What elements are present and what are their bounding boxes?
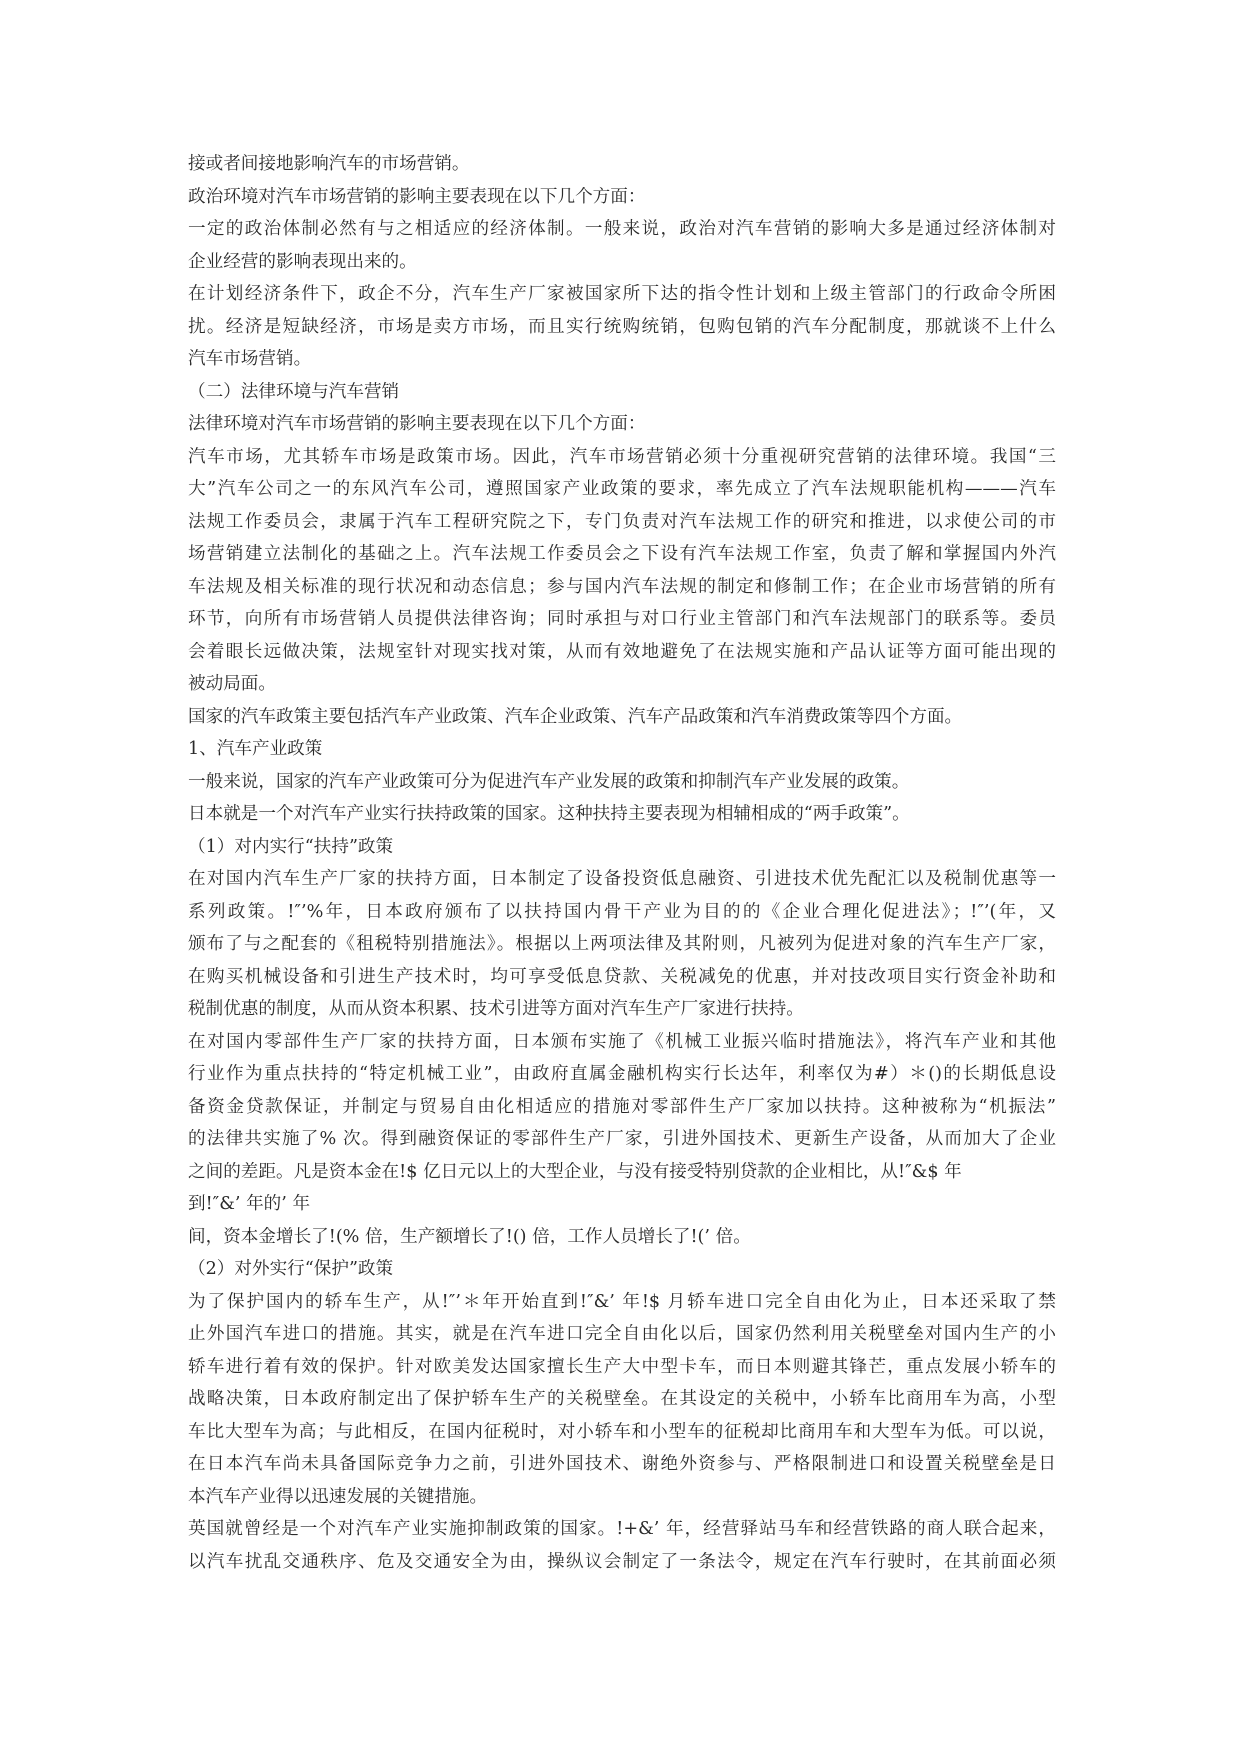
text-line: 在购买机械设备和引进生产技术时，均可享受低息贷款、关税减免的优惠，并对技改项目实行资金补助和 — [188, 966, 1056, 987]
text-line: 日本就是一个对汽车产业实行扶持政策的国家。这种扶持主要表现为相辅相成的“两手政策”。 — [188, 804, 910, 824]
text-line: 会着眼长远做决策，法规室针对现实找对策，从而有效地避免了在法规实施和产品认证等方面可能出现的 — [188, 641, 1056, 662]
text-line: 以汽车扰乱交通秩序、危及交通安全为由，操纵议会制定了一条法令，规定在汽车行驶时，在其前面必须 — [188, 1551, 1056, 1572]
text-line: 本汽车产业得以迅速发展的关键措施。 — [188, 1486, 488, 1507]
text-line: （1）对内实行“扶持”政策 — [188, 836, 394, 857]
text-line: 在计划经济条件下，政企不分，汽车生产厂家被国家所下达的指令性计划和上级主管部门的行政命令所困 — [188, 284, 1056, 304]
text-line: 企业经营的影响表现出来的。 — [188, 251, 417, 272]
text-line: 在对国内零部件生产厂家的扶持方面，日本颁布实施了《机械工业振兴临时措施法》，将汽车产业和其他 — [188, 1031, 1056, 1052]
text-line: 车比大型车为高；与此相反，在国内征税时，对小轿车和小型车的征税却比商用车和大型车为低。可以说， — [188, 1421, 1056, 1442]
text-line: 到!″&’ 年的’ 年 — [188, 1194, 311, 1214]
text-line: 扰。经济是短缺经济，市场是卖方市场，而且实行统购统销，包购包销的汽车分配制度，那就谈不上什么 — [188, 316, 1056, 337]
text-line: 被动局面。 — [188, 674, 276, 694]
text-line: 法律环境对汽车市场营销的影响主要表现在以下几个方面： — [188, 414, 646, 434]
text-line: 备资金贷款保证，并制定与贸易自由化相适应的措施对零部件生产厂家加以扶持。这种被称为“机振法” — [188, 1096, 1056, 1117]
text-line: 英国就曾经是一个对汽车产业实施抑制政策的国家。!+&’ 年，经营驿站马车和经营铁路的商人联合起来， — [188, 1519, 1056, 1539]
text-line: 接或者间接地影响汽车的市场营销。 — [188, 154, 470, 174]
text-line: 车法规及相关标准的现行状况和动态信息；参与国内汽车法规的制定和修制工作；在企业市场营销的所有 — [188, 576, 1056, 597]
text-line: 止外国汽车进口的措施。其实，就是在汽车进口完全自由化以后，国家仍然利用关税壁垒对国内生产的小 — [188, 1324, 1056, 1344]
text-line: 汽车市场营销。 — [188, 349, 312, 369]
text-line: 国家的汽车政策主要包括汽车产业政策、汽车企业政策、汽车产品政策和汽车消费政策等四个方面。 — [188, 706, 963, 727]
text-line: 战略决策，日本政府制定出了保护轿车生产的关税壁垒。在其设定的关税中，小轿车比商用车为高，小型 — [188, 1389, 1056, 1409]
text-line: 大”汽车公司之一的东风汽车公司，遵照国家产业政策的要求，率先成立了汽车法规职能机构———汽车 — [188, 479, 1056, 499]
text-line: 政治环境对汽车市场营销的影响主要表现在以下几个方面： — [188, 186, 646, 207]
text-line: （二）法律环境与汽车营销 — [188, 381, 400, 402]
text-line: 环节，向所有市场营销人员提供法律咨询；同时承担与对口行业主管部门和汽车法规部门的联系等。委员 — [188, 609, 1056, 629]
text-line: 法规工作委员会，隶属于汽车工程研究院之下，专门负责对汽车法规工作的研究和推进，以求使公司的市 — [188, 511, 1056, 532]
text-line: 颁布了与之配套的《租税特别措施法》。根据以上两项法律及其附则，凡被列为促进对象的汽车生产厂家， — [188, 934, 1056, 954]
text-line: 间，资本金增长了!(% 倍，生产额增长了!() 倍，工作人员增长了!(’ 倍。 — [188, 1226, 751, 1247]
text-line: 在日本汽车尚未具备国际竞争力之前，引进外国技术、谢绝外资参与、严格限制进口和设置关税壁垒是日 — [188, 1454, 1056, 1474]
text-line: 1、汽车产业政策 — [188, 739, 323, 759]
text-line: 一定的政治体制必然有与之相适应的经济体制。一般来说，政治对汽车营销的影响大多是通过经济体制对 — [188, 219, 1056, 239]
document-body — [188, 148, 1056, 1578]
text-line: 系列政策。!″’%年，日本政府颁布了以扶持国内骨干产业为目的的《企业合理化促进法》；!″’(年，又 — [188, 901, 1056, 922]
text-line: 行业作为重点扶持的“特定机械工业”，由政府直属金融机构实行长达年，利率仅为#）＊()的长期低息设 — [188, 1064, 1056, 1084]
text-line: 汽车市场，尤其轿车市场是政策市场。因此，汽车市场营销必须十分重视研究营销的法律环境。我国“三 — [188, 446, 1056, 467]
text-line: 场营销建立法制化的基础之上。汽车法规工作委员会之下设有汽车法规工作室，负责了解和掌握国内外汽 — [188, 544, 1056, 564]
text-line: 的法律共实施了% 次。得到融资保证的零部件生产厂家，引进外国技术、更新生产设备，从而加大了企业 — [188, 1129, 1056, 1149]
text-line: 为了保护国内的轿车生产，从!″’＊年开始直到!″&’ 年!$ 月轿车进口完全自由化为止，日本还采取了禁 — [188, 1291, 1056, 1312]
text-line: （2）对外实行“保护”政策 — [188, 1259, 394, 1279]
text-line: 一般来说，国家的汽车产业政策可分为促进汽车产业发展的政策和抑制汽车产业发展的政策。 — [188, 771, 910, 792]
text-line: 在对国内汽车生产厂家的扶持方面，日本制定了设备投资低息融资、引进技术优先配汇以及税制优惠等一 — [188, 869, 1056, 889]
text-line: 轿车进行着有效的保护。针对欧美发达国家擅长生产大中型卡车，而日本则避其锋芒，重点发展小轿车的 — [188, 1356, 1056, 1377]
text-line: 税制优惠的制度，从而从资本积累、技术引进等方面对汽车生产厂家进行扶持。 — [188, 999, 804, 1019]
text-line: 之间的差距。凡是资本金在!$ 亿日元以上的大型企业，与没有接受特别贷款的企业相比，从!″&$ 年 — [188, 1161, 962, 1182]
